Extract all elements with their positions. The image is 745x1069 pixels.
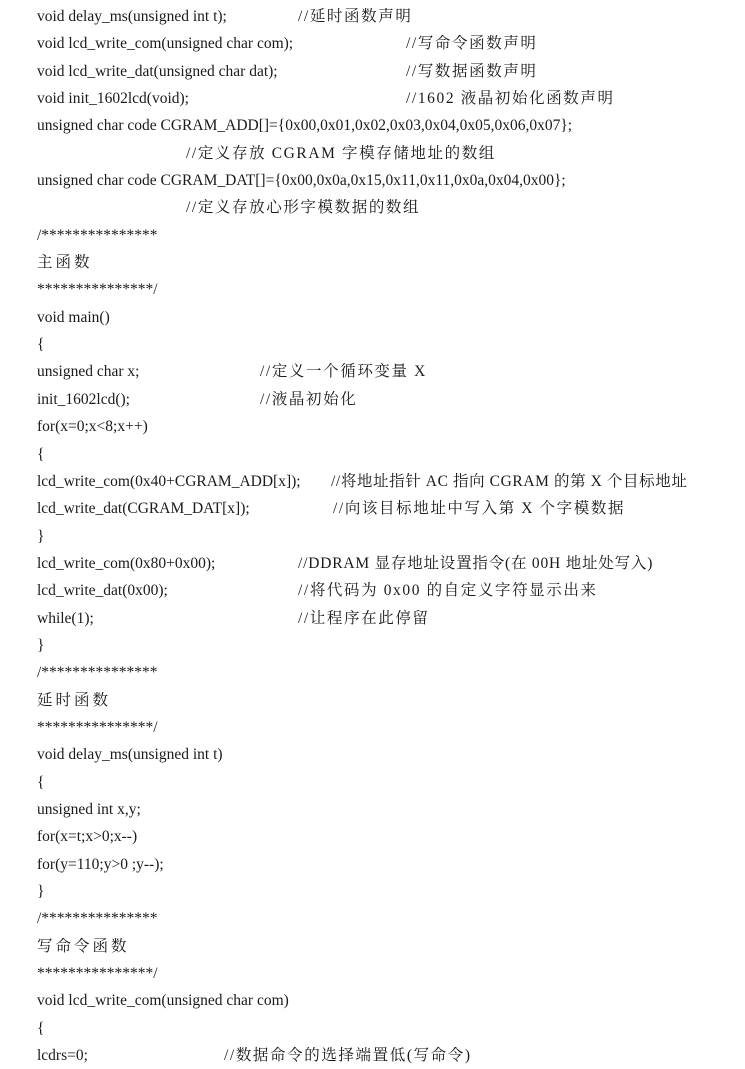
code-comment: //将代码为 0x00 的自定义字符显示出来 [298, 582, 598, 600]
code-line [0, 796, 745, 823]
code-line [0, 714, 745, 741]
code-text: { [37, 773, 45, 791]
code-line [0, 933, 745, 960]
code-line [0, 58, 745, 85]
code-line [0, 3, 745, 30]
code-listing [0, 3, 745, 1069]
code-line [0, 194, 745, 221]
code-text: ***************/ [37, 965, 158, 983]
code-line [0, 386, 745, 413]
code-text: void lcd_write_dat(unsigned char dat); [37, 62, 278, 80]
code-comment: //将地址指针 AC 指向 CGRAM 的第 X 个目标地址 [331, 472, 688, 490]
code-line [0, 167, 745, 194]
code-line [0, 413, 745, 440]
code-line [0, 468, 745, 495]
code-text: void delay_ms(unsigned int t); [37, 8, 227, 25]
code-line [0, 577, 745, 604]
code-text: void init_1602lcd(void); [37, 90, 189, 108]
code-line [0, 605, 745, 632]
code-comment: //液晶初始化 [260, 390, 358, 408]
code-text: void main() [37, 308, 110, 326]
code-line [0, 112, 745, 139]
code-text: 延时函数 [37, 691, 112, 709]
code-line [0, 1015, 745, 1042]
code-line [0, 905, 745, 932]
code-text: /*************** [37, 226, 158, 244]
code-line [0, 550, 745, 577]
code-line [0, 304, 745, 331]
code-line [0, 741, 745, 768]
code-comment: //让程序在此停留 [298, 609, 430, 627]
code-line [0, 632, 745, 659]
code-text: } [37, 883, 45, 900]
code-line [0, 30, 745, 57]
code-line [0, 851, 745, 878]
code-line [0, 85, 745, 112]
code-text: { [37, 445, 45, 463]
code-line [0, 331, 745, 358]
code-text: for(x=t;x>0;x--) [37, 828, 138, 846]
code-text: for(x=0;x<8;x++) [37, 418, 148, 436]
code-comment: //写数据函数声明 [406, 62, 538, 80]
code-line [0, 687, 745, 714]
code-line [0, 249, 745, 276]
code-text: } [37, 527, 45, 545]
code-text: void delay_ms(unsigned int t) [37, 746, 223, 764]
code-text: unsigned char code CGRAM_ADD[]={0x00,0x01,0x02,0x03,0x04,0x05,0x06,0x07}; [37, 117, 573, 135]
code-comment: //定义存放 CGRAM 字模存储地址的数组 [186, 144, 496, 162]
code-line [0, 523, 745, 550]
code-text: lcd_write_com(0x40+CGRAM_ADD[x]); [37, 472, 301, 490]
code-comment: //定义存放心形字模数据的数组 [186, 199, 421, 217]
code-comment: //1602 液晶初始化函数声明 [406, 90, 615, 108]
code-text: unsigned int x,y; [37, 800, 141, 818]
code-text: { [37, 336, 45, 354]
code-text: } [37, 636, 45, 654]
code-line [0, 1042, 745, 1069]
code-text: unsigned char x; [37, 363, 140, 381]
code-line [0, 878, 745, 905]
code-text: 写命令函数 [37, 937, 130, 955]
code-line [0, 140, 745, 167]
code-line [0, 960, 745, 987]
code-text: unsigned char code CGRAM_DAT[]={0x00,0x0a,0x15,0x11,0x11,0x0a,0x04,0x00}; [37, 172, 566, 190]
code-text: 主函数 [37, 254, 93, 272]
code-line [0, 222, 745, 249]
code-comment: //向该目标地址中写入第 X 个字模数据 [333, 500, 626, 518]
code-line [0, 987, 745, 1014]
code-text: lcd_write_dat(0x00); [37, 582, 168, 600]
code-line [0, 659, 745, 686]
code-comment: //数据命令的选择端置低(写命令) [224, 1047, 472, 1065]
code-text: lcd_write_com(0x80+0x00); [37, 554, 216, 572]
code-comment: //DDRAM 显存地址设置指令(在 00H 地址处写入) [298, 554, 654, 572]
code-line [0, 358, 745, 385]
code-comment: //写命令函数声明 [406, 35, 538, 53]
code-line [0, 441, 745, 468]
code-comment: //延时函数声明 [298, 8, 413, 25]
code-text: void lcd_write_com(unsigned char com); [37, 35, 294, 53]
code-text: init_1602lcd(); [37, 390, 130, 408]
code-text: ***************/ [37, 718, 158, 736]
code-text: /*************** [37, 664, 158, 682]
code-text: /*************** [37, 910, 158, 928]
code-line [0, 769, 745, 796]
code-text: for(y=110;y>0 ;y--); [37, 855, 164, 873]
code-text: while(1); [37, 609, 94, 627]
code-text: lcdrs=0; [37, 1047, 88, 1065]
code-text: lcd_write_dat(CGRAM_DAT[x]); [37, 500, 250, 518]
code-line [0, 823, 745, 850]
code-text: void lcd_write_com(unsigned char com) [37, 992, 289, 1010]
code-text: { [37, 1019, 45, 1037]
code-text: ***************/ [37, 281, 158, 299]
code-line [0, 495, 745, 522]
code-line [0, 276, 745, 303]
code-comment: //定义一个循环变量 X [260, 363, 427, 381]
